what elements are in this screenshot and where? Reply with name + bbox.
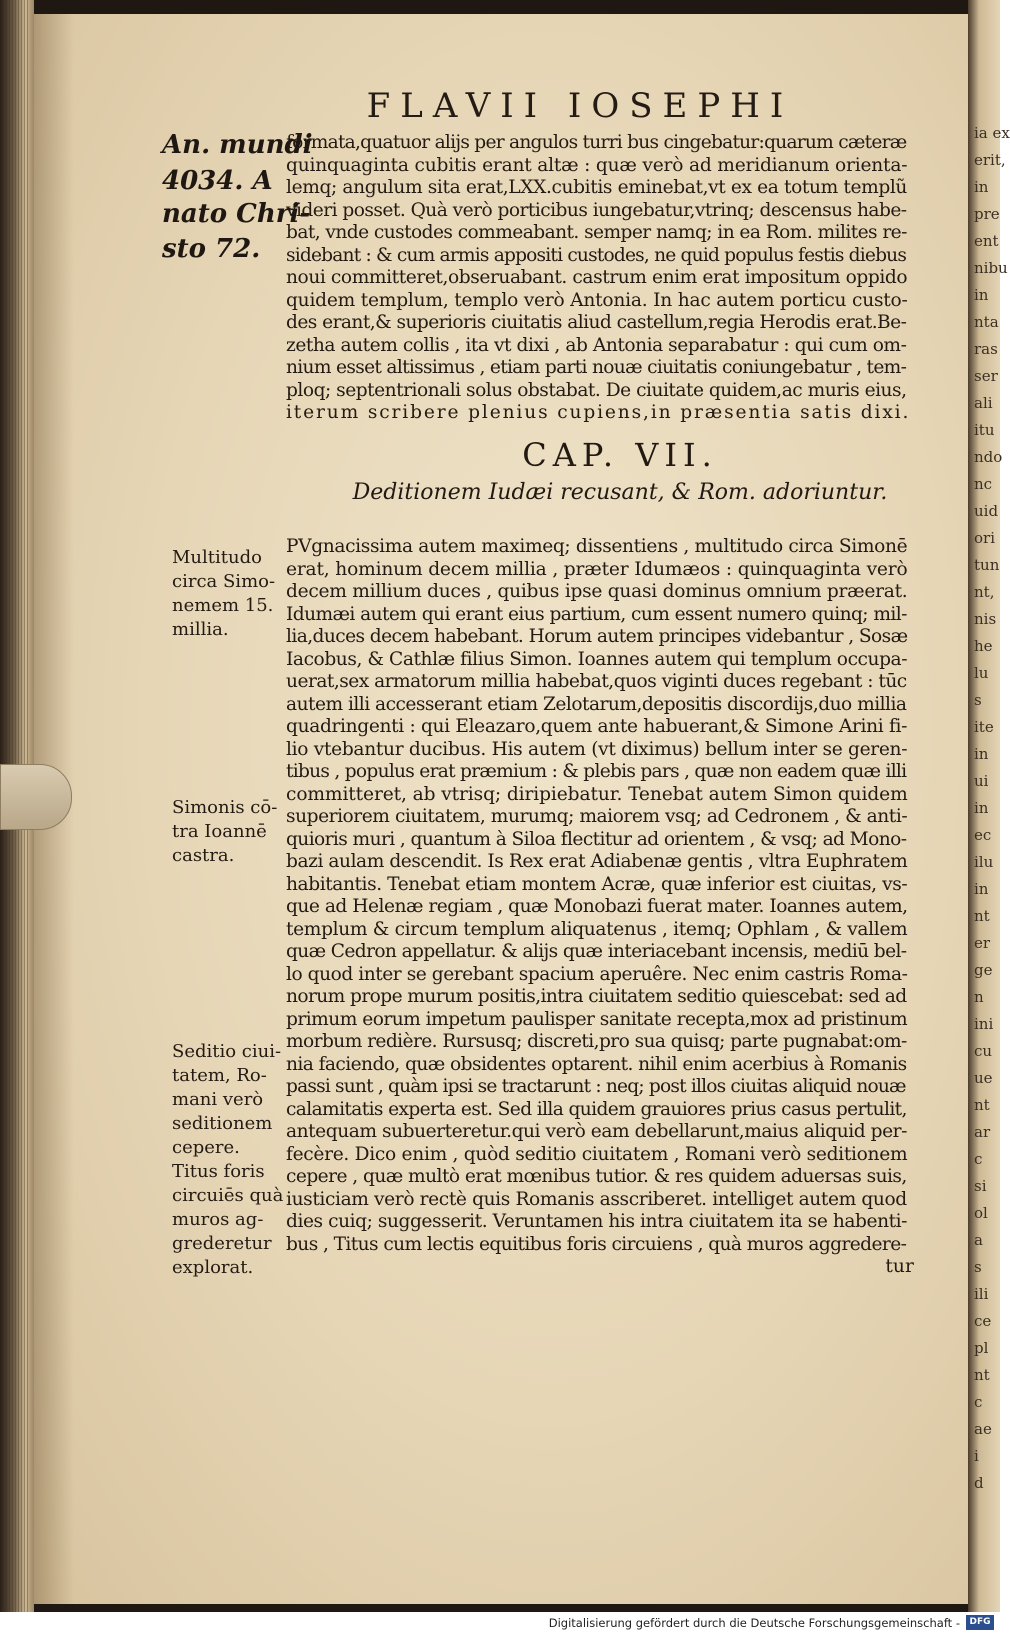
right-page-fragment: nt bbox=[974, 1096, 990, 1114]
text-line: fecère. Dico enim , quòd seditio ciuitatem , Romani verò seditionem bbox=[286, 1143, 908, 1165]
bookmark-tab bbox=[0, 764, 72, 830]
right-page-fragment: ras bbox=[974, 340, 998, 358]
text-line: quidem templum, templo verò Antonia. In hac autem porticu custo- bbox=[286, 289, 908, 311]
chapter-subtitle: Deditionem Iudæi recusant, & Rom. adoriuntur. bbox=[352, 480, 888, 505]
right-page-fragment: in bbox=[974, 880, 989, 898]
digitization-footer bbox=[0, 1612, 1000, 1635]
main-paragraph bbox=[286, 536, 914, 1279]
text-line: superiorem ciuitatem, murumq; maiorem vsq; ad Cedronem , & anti- bbox=[286, 806, 908, 827]
running-header: FLAVII IOSEPHI bbox=[366, 86, 794, 126]
right-page-fragment: nta bbox=[974, 313, 999, 331]
margin-note-line: seditionem bbox=[172, 1113, 273, 1134]
year-note-line: 4034. A bbox=[162, 166, 273, 196]
right-page-fragment: tun bbox=[974, 556, 1000, 574]
top-paragraph bbox=[286, 132, 914, 425]
right-page-fragment: nt bbox=[974, 1366, 990, 1384]
text-line: primum eorum impetum paulisper sanitate recepta,mox ad pristinum bbox=[286, 1008, 908, 1030]
right-page-fragment: nc bbox=[974, 475, 993, 493]
right-page-fragment: uid bbox=[974, 502, 999, 520]
margin-note-line: cepere. bbox=[172, 1137, 240, 1158]
right-page-fragment: c bbox=[974, 1150, 983, 1168]
right-page-fragment: ini bbox=[974, 1015, 994, 1033]
right-page-fragment: ili bbox=[974, 1285, 989, 1303]
year-note-line: sto 72. bbox=[162, 234, 261, 264]
text-line: videri posset. Quà verò porticibus iungebatur,vtrinq; descensus habe- bbox=[286, 199, 907, 221]
right-page-fragment: ol bbox=[974, 1204, 988, 1222]
text-line: bus , Titus cum lectis equitibus foris circuiens , quà muros aggredere- bbox=[286, 1233, 907, 1255]
margin-note-titus bbox=[172, 1160, 284, 1280]
text-line: bat, vnde custodes commeabant. semper namq; in ea Rom. milites re- bbox=[286, 222, 907, 243]
year-note-line: nato Chri- bbox=[162, 199, 311, 229]
year-note-line: An. mundi bbox=[162, 130, 313, 160]
right-page-fragment: nt, bbox=[974, 583, 995, 601]
right-page-fragment: ae bbox=[974, 1420, 992, 1438]
text-line: Idumæi autem qui erant eius partium, cum essent numero quinq; mil- bbox=[286, 603, 907, 625]
right-page-fragment: s bbox=[974, 1258, 982, 1276]
text-line: zetha autem collis , ita vt dixi , ab Antonia separabatur : qui cum om- bbox=[286, 334, 907, 356]
right-page-fragment: ent bbox=[974, 232, 999, 250]
right-page-fragment: ser bbox=[974, 367, 998, 385]
right-page-fragments bbox=[974, 120, 1010, 1497]
text-line: cepere , quæ multò erat mœnibus tutior. & res quidem aduersas suis, bbox=[286, 1166, 907, 1187]
margin-note-line: Seditio ciui- bbox=[172, 1041, 282, 1062]
right-page-fragment: ui bbox=[974, 772, 989, 790]
margin-note-simonis bbox=[172, 796, 284, 868]
margin-note-line: muros ag- bbox=[172, 1209, 264, 1230]
right-page-fragment: lu bbox=[974, 664, 989, 682]
text-line: bazi aulam descendit. Is Rex erat Adiabenæ gentis , vltra Euphratem bbox=[286, 851, 908, 872]
chapter-heading: CAP. VII. bbox=[522, 436, 718, 474]
text-line: tur bbox=[885, 1256, 914, 1277]
right-page-fragment: n bbox=[974, 988, 984, 1006]
text-line: nium esset altissimus , etiam parti nouæ ciuitatis coniungebatur , tem- bbox=[286, 357, 907, 378]
footer-credit: Digitalisierung gefördert durch die Deutsche Forschungsgemeinschaft - bbox=[548, 1616, 960, 1630]
right-page-fragment: ali bbox=[974, 394, 993, 412]
margin-note-multitudo bbox=[172, 546, 284, 642]
margin-note-line: Multitudo bbox=[172, 547, 262, 568]
text-line: lio vtebantur ducibus. His autem (vt diximus) bellum inter se geren- bbox=[286, 738, 908, 760]
text-line: formata,quatuor alijs per angulos turri bus cingebatur:quarum cæteræ bbox=[286, 132, 907, 153]
text-line: Iacobus, & Cathlæ filius Simon. Ioannes autem qui templum occupa- bbox=[286, 648, 908, 670]
text-line: antequam subuerteretur.qui verò eam debellarunt,maius aliquid per- bbox=[286, 1121, 907, 1142]
margin-note-line: nemem 15. bbox=[172, 595, 274, 616]
text-line: quinquaginta cubitis erant altæ : quæ verò ad meridianum orienta- bbox=[286, 154, 908, 176]
text-line: norum prope murum positis,intra ciuitatem seditio quiescebat: sed ad bbox=[286, 986, 907, 1007]
right-page-fragment: ce bbox=[974, 1312, 992, 1330]
text-line: passi sunt , quàm ipsi se tractarunt : neq; post illos ciuitas aliquid nouæ bbox=[286, 1076, 906, 1097]
margin-note-line: castra. bbox=[172, 845, 235, 866]
text-line: lo quod inter se gerebant spacium aperuêre. Nec enim castris Roma- bbox=[286, 963, 908, 985]
text-line: ploq; septentrionali solus obstabat. De ciuitate quidem,ac muris eius, bbox=[286, 379, 907, 401]
text-line: noui committeret,obseruabant. castrum enim erat impositum oppido bbox=[286, 267, 908, 288]
text-line: iusticiam verò rectè quis Romanis asscriberet. intelliget autem quod bbox=[286, 1188, 907, 1210]
text-line: tibus , populus erat præmium : & plebis pars , quæ non eadem quæ illi bbox=[286, 761, 907, 782]
right-page-fragment: in bbox=[974, 178, 989, 196]
right-page-fragment: in bbox=[974, 286, 989, 304]
margin-note-line: explorat. bbox=[172, 1257, 254, 1278]
right-page-fragment: in bbox=[974, 745, 989, 763]
text-line: lia,duces decem habebant. Horum autem principes videbantur , Sosæ bbox=[286, 626, 908, 647]
text-line: habitantis. Tenebat etiam montem Acræ, quæ inferior est ciuitas, vs- bbox=[286, 873, 908, 895]
right-page-fragment: he bbox=[974, 637, 993, 655]
dfg-logo: DFG bbox=[966, 1615, 994, 1630]
margin-note-line: tra Ioannē bbox=[172, 821, 267, 842]
margin-note-line: Titus foris bbox=[172, 1161, 265, 1182]
right-page-fragment: si bbox=[974, 1177, 987, 1195]
right-page-fragment: ite bbox=[974, 718, 994, 736]
text-line: uerat,sex armatorum millia habebat,quos viginti duces regebant : tūc bbox=[286, 671, 907, 692]
text-line: iterum scribere plenius cupiens,in præsentia satis dixi. bbox=[286, 402, 911, 423]
text-line: nia faciendo, quæ obsidentes optarent. nihil enim acerbius à Romanis bbox=[286, 1053, 907, 1075]
right-page-fragment: ar bbox=[974, 1123, 991, 1141]
right-page-fragment: nt bbox=[974, 907, 990, 925]
right-page-fragment: in bbox=[974, 799, 989, 817]
right-page-fragment: ec bbox=[974, 826, 992, 844]
right-page-fragment: itu bbox=[974, 421, 995, 439]
text-line: que ad Helenæ regiam , quæ Monobazi fuerat mater. Ioannes autem, bbox=[286, 896, 908, 917]
text-line: quæ Cedron appellatur. & alijs quæ interiacebant incensis, mediū bel- bbox=[286, 941, 907, 962]
text-line: quioris muri , quantum à Siloa flectitur ad orientem , & vsq; ad Mono- bbox=[286, 828, 907, 850]
right-page-fragment: d bbox=[974, 1474, 984, 1492]
margin-note-seditio bbox=[172, 1040, 284, 1160]
right-page-fragment: ndo bbox=[974, 448, 1003, 466]
margin-note-line: Simonis cō- bbox=[172, 797, 278, 818]
right-page-edge bbox=[968, 0, 1010, 1612]
text-line: erat, hominum decem millia , præter Idumæos : quinquaginta verò bbox=[286, 558, 908, 580]
right-page-fragment: c bbox=[974, 1393, 983, 1411]
text-line: calamitatis experta est. Sed illa quidem grauiores prius casus pertulit, bbox=[286, 1098, 907, 1120]
right-page-fragment: cu bbox=[974, 1042, 993, 1060]
right-page-fragment: i bbox=[974, 1447, 979, 1465]
right-page-fragment: pl bbox=[974, 1339, 989, 1357]
text-line: decem millium duces , quibus ipse quasi dominus omnium præerat. bbox=[286, 581, 908, 602]
margin-note-line: grederetur bbox=[172, 1233, 272, 1254]
right-page-fragment: nis bbox=[974, 610, 997, 628]
text-line: quadringenti : qui Eleazaro,quem ante habuerant,& Simone Arini fi- bbox=[286, 716, 908, 737]
text-line: des erant,& superioris ciuitatis aliud castellum,regia Herodis erat.Be- bbox=[286, 312, 907, 333]
right-page-fragment: ilu bbox=[974, 853, 994, 871]
margin-note-line: millia. bbox=[172, 619, 229, 640]
text-line: committeret, ab vtrisq; diripiebatur. Tenebat autem Simon quidem bbox=[286, 783, 908, 805]
margin-note-line: circuiēs quà bbox=[172, 1185, 284, 1206]
text-line: sidebant : & cum armis appositi custodes, ne quid populus festis diebus bbox=[286, 244, 907, 266]
right-page-fragment: ge bbox=[974, 961, 993, 979]
text-line: autem illi accesserant etiam Zelotarum,depositis discordijs,duo millia bbox=[286, 693, 907, 715]
right-page-fragment: er bbox=[974, 934, 991, 952]
right-page-fragment: ia ex bbox=[974, 124, 1010, 142]
text-line: dies cuiq; suggesserit. Veruntamen his intra ciuitatem ita se habenti- bbox=[286, 1211, 907, 1232]
margin-note-line: tatem, Ro- bbox=[172, 1065, 267, 1086]
text-line: PVgnacissima autem maximeq; dissentiens , multitudo circa Simonē bbox=[286, 536, 908, 557]
right-page-fragment: a bbox=[974, 1231, 983, 1249]
right-page-fragment: nibu bbox=[974, 259, 1008, 277]
text-line: templum & circum templum aliquatenus , itemq; Ophlam , & vallem bbox=[286, 918, 908, 940]
text-line: lemq; angulum sita erat,LXX.cubitis eminebat,vt ex ea totum templũ bbox=[286, 177, 908, 198]
margin-note-line: circa Simo- bbox=[172, 571, 276, 592]
right-page-fragment: ue bbox=[974, 1069, 993, 1087]
right-page-fragment: erit, bbox=[974, 151, 1006, 169]
right-page-fragment: s bbox=[974, 691, 982, 709]
right-page-fragment: ori bbox=[974, 529, 995, 547]
margin-note-line: mani verò bbox=[172, 1089, 264, 1110]
right-page-fragment: pre bbox=[974, 205, 1000, 223]
text-line: morbum redière. Rursusq; discreti,pro sua quisq; parte pugnabat:om- bbox=[286, 1031, 907, 1052]
